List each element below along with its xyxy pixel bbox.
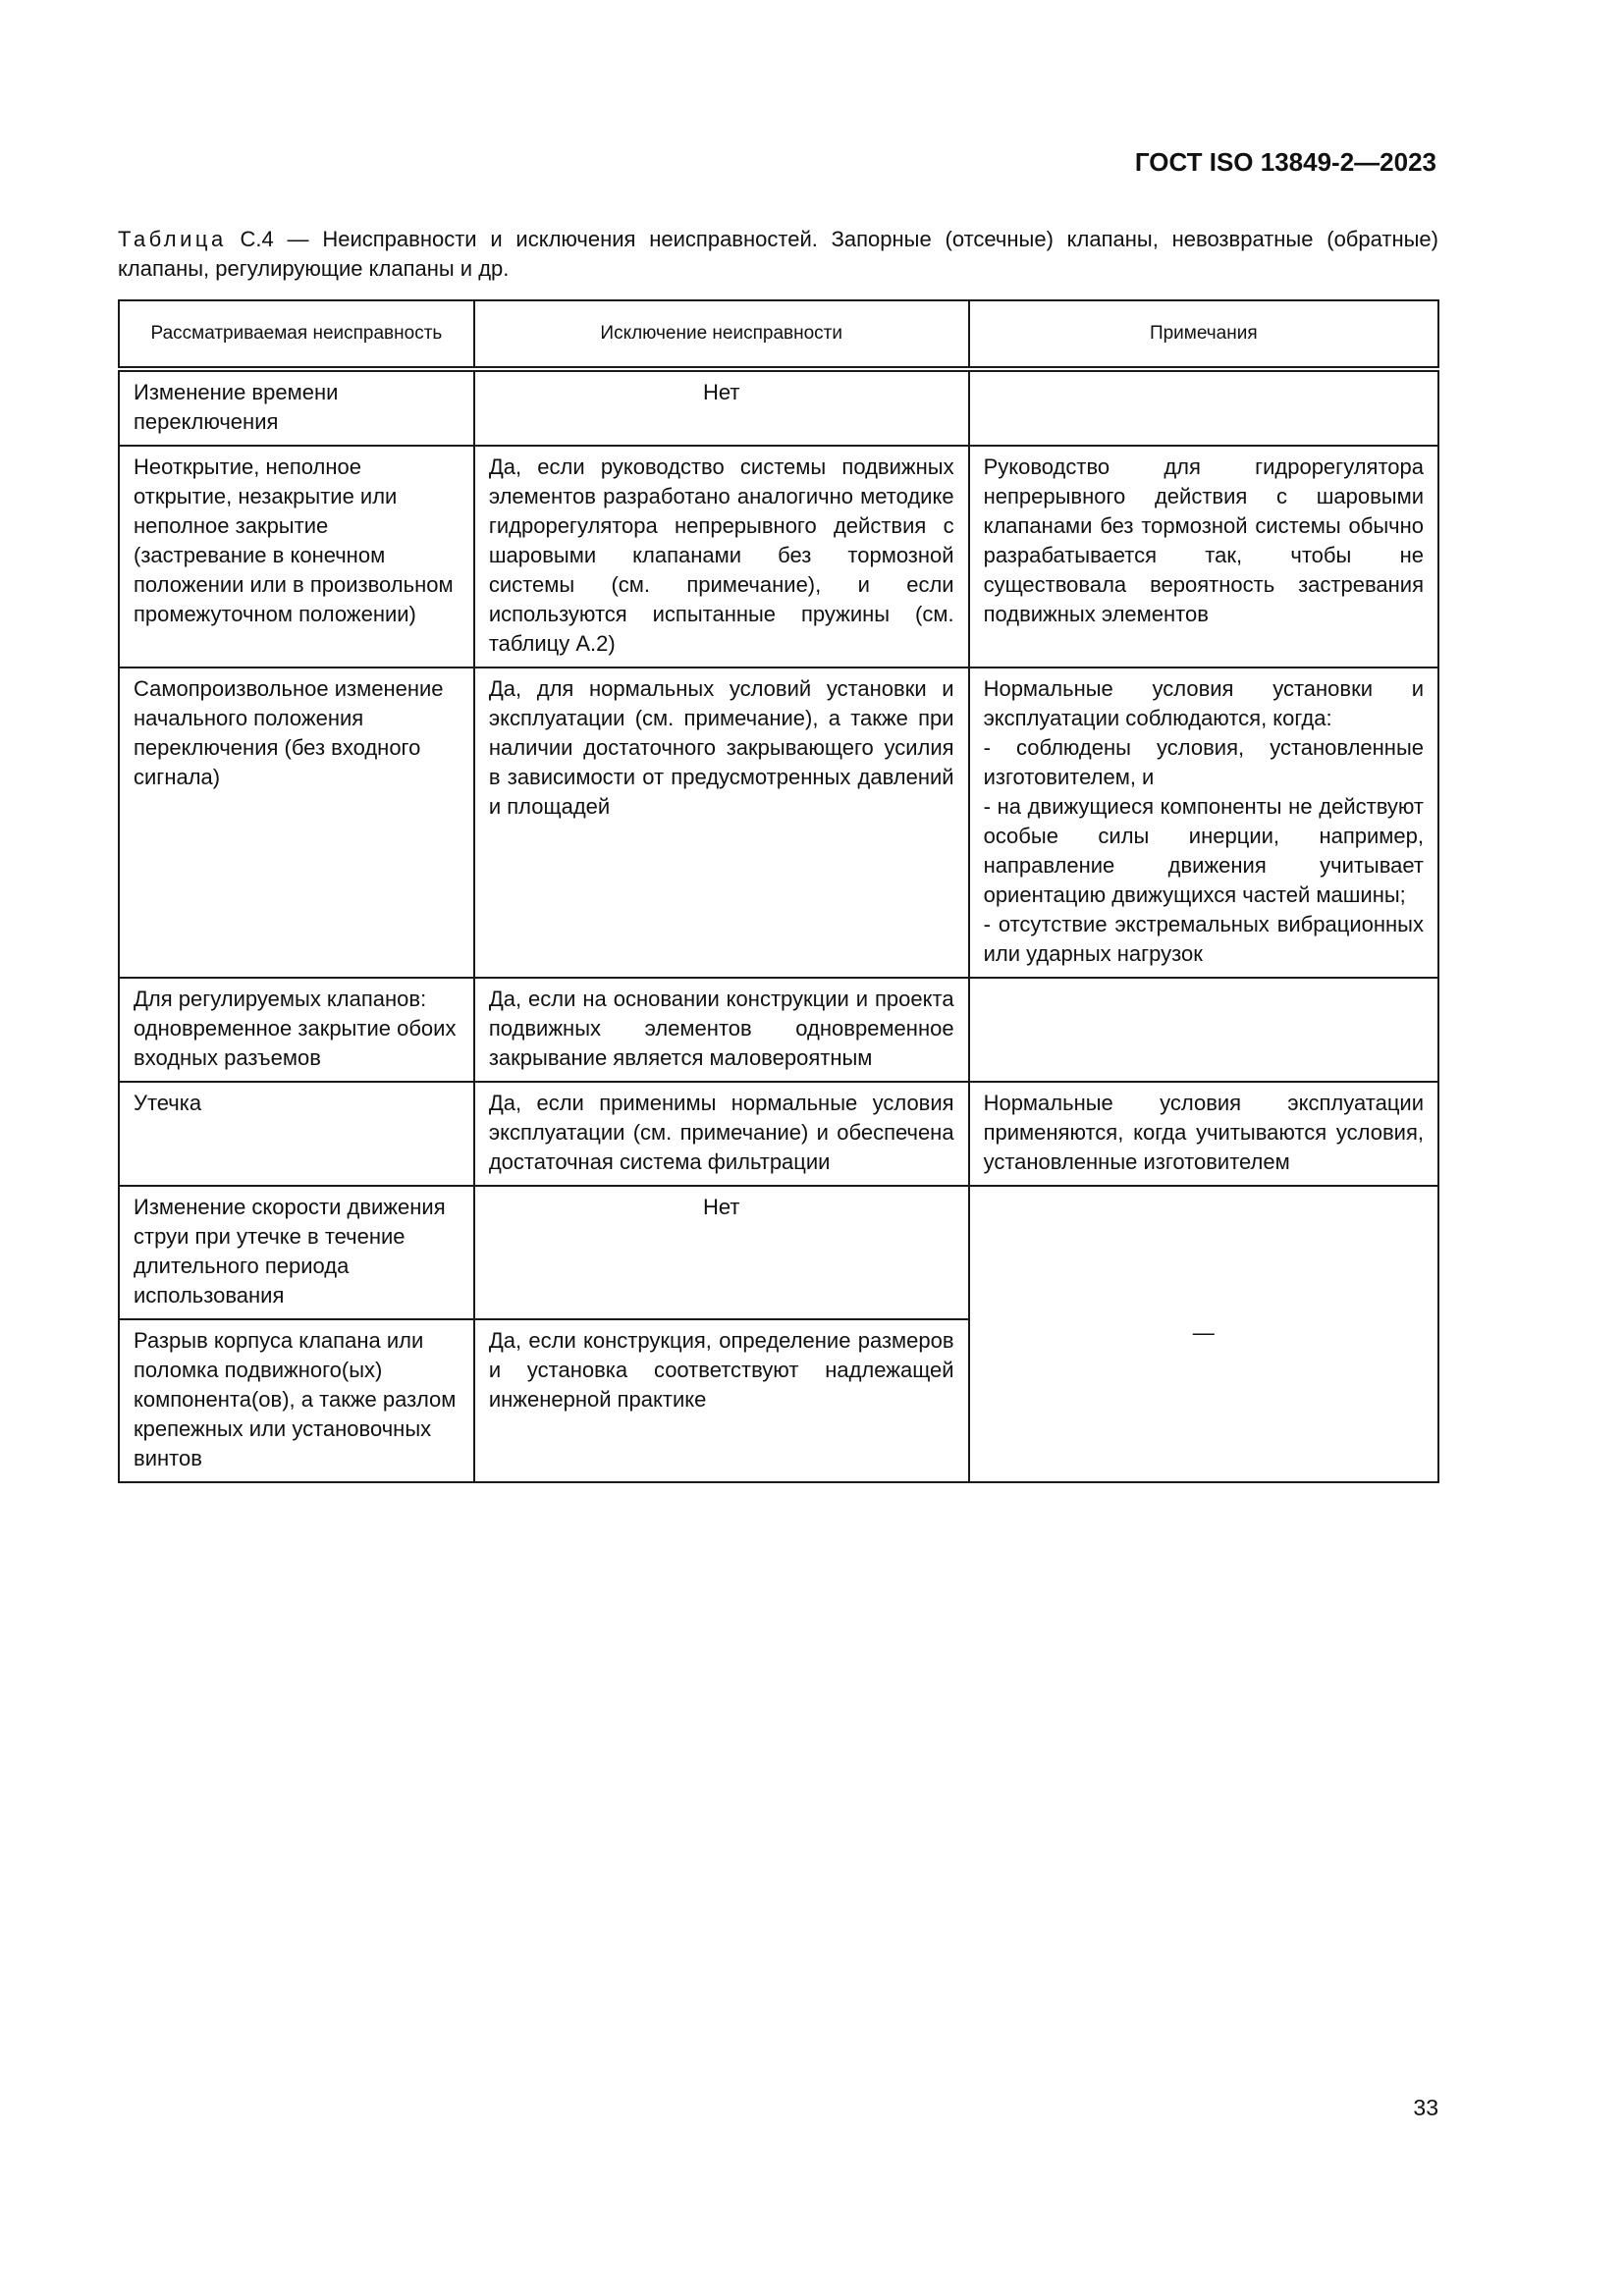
exclusion-cell: Нет — [474, 1186, 969, 1319]
exclusion-cell: Да, если конструкция, определение размеров и установка соответствуют надлежащей инженерной практике — [474, 1319, 969, 1482]
table-row — [119, 1186, 1438, 1319]
fault-cell: Самопроизвольное изменение начального положения переключения (без входного сигнала) — [119, 667, 474, 978]
fault-table — [118, 299, 1439, 1483]
document-code: ГОСТ ISO 13849-2—2023 — [1134, 147, 1436, 177]
note-cell — [969, 667, 1438, 978]
note-cell — [969, 369, 1438, 446]
table-row — [119, 1082, 1438, 1186]
note-line: - отсутствие экстремальных вибрационных или ударных нагрузок — [983, 912, 1424, 966]
fault-cell: Утечка — [119, 1082, 474, 1186]
note-line: - соблюдены условия, установленные изготовителем, и — [983, 735, 1424, 789]
note-cell-merged: — — [969, 1186, 1438, 1482]
page-number: 33 — [1413, 2095, 1438, 2120]
exclusion-cell: Да, если руководство системы подвижных элементов разработано аналогично методике гидрорегулятора непрерывного действия с шаровыми клапанами без тормозной системы (см. примечание), и если используются испытанные пружины (см. таблицу А.2) — [474, 446, 969, 667]
note-line: - на движущиеся компоненты не действуют особые силы инерции, например, направление движения учитывает ориентацию движущихся частей машины; — [983, 794, 1424, 907]
note-cell: Руководство для гидрорегулятора непрерывного действия с шаровыми клапанами без тормозной системы обычно разрабатывается так, чтобы не существовала вероятность застревания подвижных элементов — [969, 446, 1438, 667]
table-caption — [118, 225, 1438, 284]
table-row — [119, 446, 1438, 667]
note-cell — [969, 978, 1438, 1082]
table-row — [119, 667, 1438, 978]
header-notes: Примечания — [969, 300, 1438, 369]
table-header — [119, 300, 1438, 369]
header-fault: Рассматриваемая неисправность — [119, 300, 474, 369]
table-caption-text: С.4 — Неисправности и исключения неисправностей. Запорные (отсечные) клапаны, невозвратные (обратные) клапаны, регулирующие клапаны и др. — [118, 227, 1438, 281]
table-caption-label: Таблица — [118, 227, 227, 251]
fault-cell: Неоткрытие, неполное открытие, незакрытие или неполное закрытие (застревание в конечном положении или в произвольном промежуточном положении) — [119, 446, 474, 667]
fault-cell: Изменение скорости движения струи при утечке в течение длительного периода использования — [119, 1186, 474, 1319]
fault-cell: Разрыв корпуса клапана или поломка подвижного(ых) компонента(ов), а также разлом крепежных или установочных винтов — [119, 1319, 474, 1482]
header-row — [119, 300, 1438, 369]
table-row — [119, 369, 1438, 446]
fault-cell: Изменение времени переключения — [119, 369, 474, 446]
table-body — [119, 369, 1438, 1482]
exclusion-cell: Да, для нормальных условий установки и эксплуатации (см. примечание), а также при наличии достаточного закрывающего усилия в зависимости от предусмотренных давлений и площадей — [474, 667, 969, 978]
exclusion-cell: Да, если применимы нормальные условия эксплуатации (см. примечание) и обеспечена достаточная система фильтрации — [474, 1082, 969, 1186]
exclusion-cell: Нет — [474, 369, 969, 446]
table-row — [119, 978, 1438, 1082]
note-line: Нормальные условия установки и эксплуатации соблюдаются, когда: — [983, 676, 1424, 730]
exclusion-cell: Да, если на основании конструкции и проекта подвижных элементов одновременное закрывание является маловероятным — [474, 978, 969, 1082]
fault-cell: Для регулируемых клапанов: одновременное закрытие обоих входных разъемов — [119, 978, 474, 1082]
note-cell: Нормальные условия эксплуатации применяются, когда учитываются условия, установленные изготовителем — [969, 1082, 1438, 1186]
header-exclusion: Исключение неисправности — [474, 300, 969, 369]
